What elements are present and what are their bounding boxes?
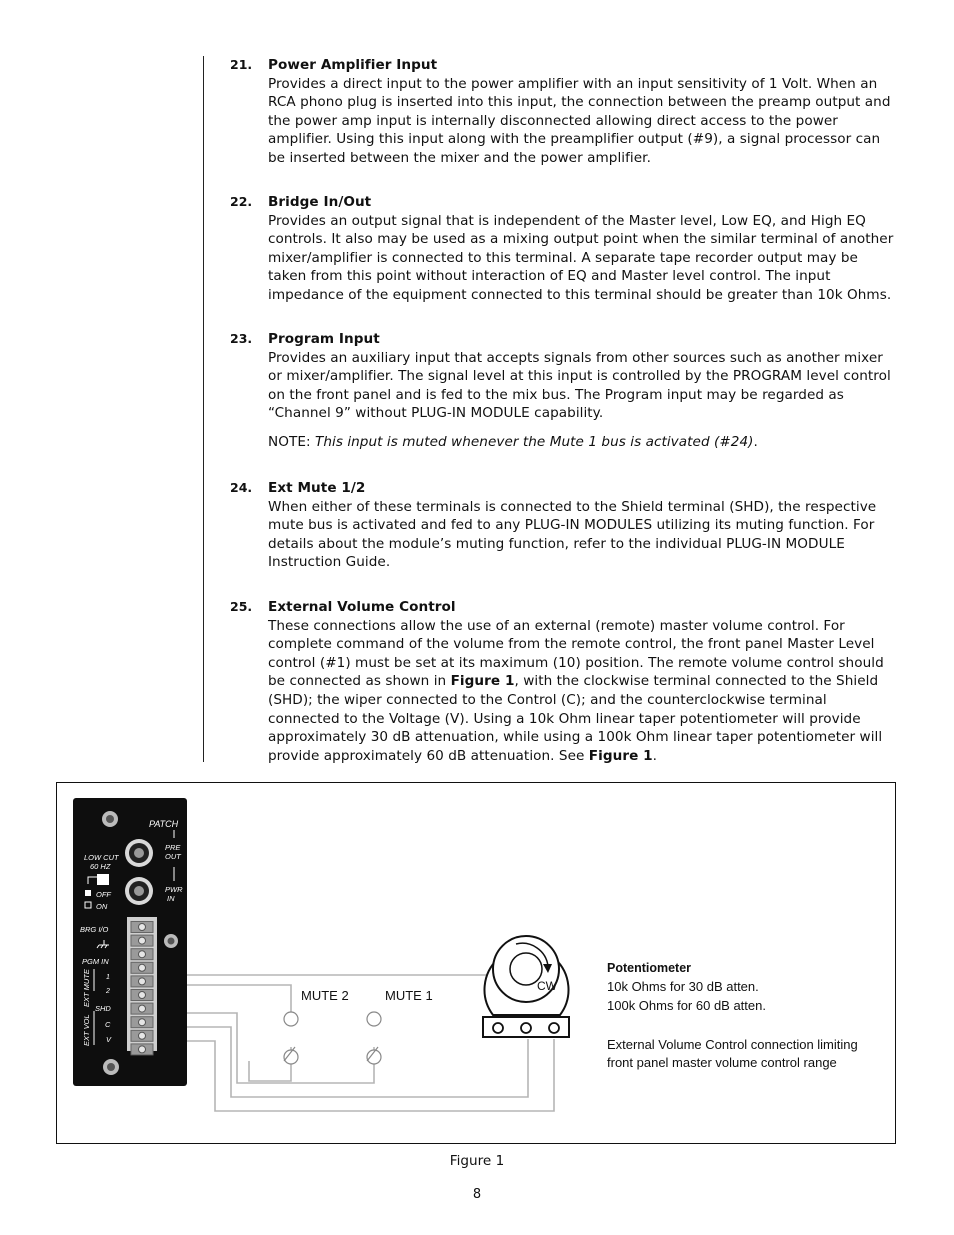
wire-v (149, 1039, 554, 1111)
terminal-screw-head (139, 992, 146, 999)
mute-switches (284, 1012, 381, 1064)
label-cw: CW (537, 979, 557, 993)
mute1-contact-top (367, 1012, 381, 1026)
label-mute1: MUTE 1 (385, 988, 433, 1003)
wiring-figure (56, 782, 896, 1144)
desc-line-2: front panel master volume control range (607, 1055, 837, 1070)
section-number: 21. (230, 57, 253, 72)
led-off-icon (85, 890, 91, 896)
label-ext-vol: EXT VOL (82, 1014, 91, 1046)
section-number: 22. (230, 194, 253, 209)
terminal-screw-head (139, 1032, 146, 1039)
label-patch: PATCH (149, 819, 179, 829)
wire-mute2-bottom (249, 1047, 291, 1081)
section-text (268, 617, 900, 766)
section-23 (230, 330, 900, 452)
label-brg: BRG I/O (80, 925, 109, 934)
figure-reference: Figure 1 (588, 747, 653, 764)
note-end: . (753, 433, 758, 450)
screw-icon (164, 934, 178, 948)
label-on: ON (96, 902, 108, 911)
jack-icon (125, 877, 153, 905)
section-title: Bridge In/Out (268, 194, 372, 210)
section-title: Ext Mute 1/2 (268, 480, 366, 496)
label-shd: SHD (95, 1004, 111, 1013)
figure-reference: Figure 1 (450, 673, 515, 690)
label-pre: PRE (165, 843, 181, 852)
label-v: V (106, 1035, 112, 1044)
text-part: , with the clockwise terminal connected to the Shield (SHD); the wiper connected to the Control (C); and the counterclockwise terminal connected to the Voltage (V). Using a 10k Ohm linear taper potentiometer will provide approximately 30 dB attenuation, while using a 100k Ohm linear taper potentiometer will provide approximately 60 dB attenuation. See (268, 673, 883, 764)
section-text: Provides an output signal that is independent of the Master level, Low EQ, and High EQ controls. It also may be used as a mixing output point when the similar terminal of another mixer/amplifier is connected to this terminal. A separate tape recorder output may be taken from this point without interaction of EQ and Master level control. The input impedance of the equipment connected to this terminal should be greater than 10k Ohms. (268, 212, 894, 303)
terminal-screw-head (139, 937, 146, 944)
text-part: . (652, 747, 658, 764)
label-pwr: PWR (165, 885, 183, 894)
figure-caption: Figure 1 (449, 1153, 505, 1169)
label-low-cut: LOW CUT (84, 853, 119, 862)
terminal-screw-head (139, 978, 146, 985)
wiring-diagram (57, 783, 897, 1145)
note-label: NOTE: (268, 433, 315, 450)
section-title: External Volume Control (268, 599, 456, 615)
pot-line-2: 100k Ohms for 60 dB atten. (607, 998, 766, 1013)
terminal-screw-head (139, 1005, 146, 1012)
label-c: C (105, 1020, 111, 1029)
label-mute2: MUTE 2 (301, 988, 349, 1003)
left-margin-rule (203, 56, 204, 762)
label-off: OFF (96, 890, 111, 899)
wire-ext-mute-1 (149, 975, 502, 1031)
section-title: Power Amplifier Input (268, 57, 438, 73)
section-24 (230, 479, 900, 572)
section-text: When either of these terminals is connected to the Shield terminal (SHD), the respective mute bus is activated and fed to any PLUG-IN MODULES utilizing its muting function. For details about the module’s muting function, refer to the individual PLUG-IN MODULE Instruction Guide. (268, 498, 877, 571)
label-pgm: PGM IN (82, 957, 109, 966)
pot-title: Potentiometer (607, 961, 692, 975)
terminal-screw-head (139, 951, 146, 958)
section-text: Provides an auxiliary input that accepts signals from other sources such as another mixer or mixer/amplifier. The signal level at this input is controlled by the PROGRAM level control on the front panel and is fed to the mix bus. The Program input may be regarded as “Channel 9” without PLUG-IN MODULE capability. (268, 349, 891, 422)
terminal-screw-head (139, 964, 146, 971)
section-25 (230, 598, 900, 765)
terminal-screw-head (139, 1019, 146, 1026)
wire-c (149, 1027, 528, 1097)
pot-line-1: 10k Ohms for 30 dB atten. (607, 979, 759, 994)
jack-icon (125, 839, 153, 867)
screw-icon (103, 1059, 119, 1075)
note-text: This input is muted whenever the Mute 1 bus is activated (#24) (314, 433, 754, 450)
mute2-contact-top (284, 1012, 298, 1026)
terminal-screw-head (139, 924, 146, 931)
section-title: Program Input (268, 331, 380, 347)
page-number: 8 (472, 1187, 482, 1202)
label-in: IN (167, 894, 175, 903)
label-out: OUT (165, 852, 181, 861)
terminal-screw-head (139, 1046, 146, 1053)
label-60hz: 60 HZ (90, 862, 111, 871)
screw-icon (102, 811, 118, 827)
section-number: 25. (230, 599, 253, 614)
label-ext-mute: EXT MUTE (82, 969, 91, 1007)
section-note (268, 433, 900, 452)
desc-line-1: External Volume Control connection limiting (607, 1037, 858, 1052)
switch-icon (97, 874, 109, 885)
label-term-1: 1 (106, 974, 110, 981)
section-number: 24. (230, 480, 253, 495)
section-22 (230, 193, 900, 305)
text-part: These connections allow the use of an external (remote) master volume control. For complete command of the volume from the remote control, the front panel Master Level control (#1) must be set at its maximum (10) position. The remote volume control should be connected as shown in (268, 617, 884, 690)
section-21 (230, 56, 900, 168)
section-number: 23. (230, 331, 253, 346)
section-text: Provides a direct input to the power amplifier with an input sensitivity of 1 Volt. When an RCA phono plug is inserted into this input, the connection between the preamp output and the power amp input is internally disconnected allowing direct access to the power amplifier. Using this input along with the preamplifier output (#9), a signal processor can be inserted between the mixer and the power amplifier. (268, 75, 891, 166)
label-term-2: 2 (106, 988, 110, 995)
